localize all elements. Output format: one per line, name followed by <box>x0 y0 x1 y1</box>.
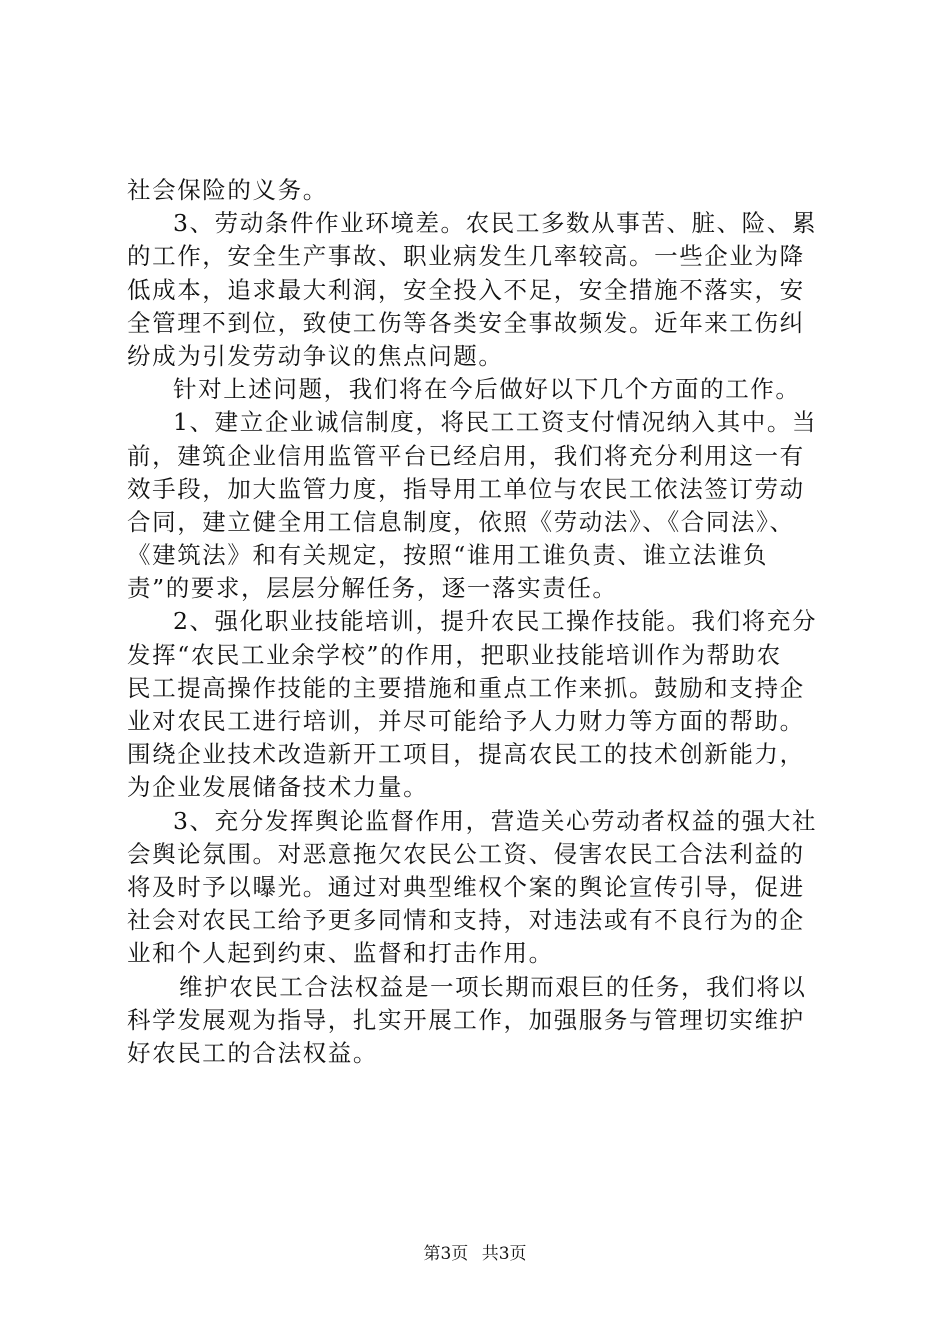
page-number: 第3页 <box>423 1244 469 1264</box>
text-line: 前，建筑企业信用监管平台已经启用，我们将充分利用这一有 <box>127 441 805 470</box>
text-line: 3、充分发挥舆论监督作用，营造关心劳动者权益的强大社 <box>173 806 818 835</box>
text-line: 发挥“农民工业余学校”的作用，把职业技能培训作为帮助农 <box>127 640 782 669</box>
document-body <box>127 174 827 1070</box>
text-line: 为企业发展储备技术力量。 <box>127 773 429 802</box>
text-line: 效手段，加大监管力度，指导用工单位与农民工依法签订劳动 <box>127 474 805 503</box>
text-line: 维护农民工合法权益是一项长期而艰巨的任务，我们将以 <box>179 972 807 1001</box>
text-line: 低成本，追求最大利润，安全投入不足，安全措施不落实，安 <box>127 275 805 304</box>
text-line: 社会保险的义务。 <box>127 176 328 204</box>
text-line: 针对上述问题，我们将在今后做好以下几个方面的工作。 <box>173 375 801 404</box>
text-line: 会舆论氛围。对恶意拖欠农民公工资、侵害农民工合法利益的 <box>127 839 805 868</box>
text-line: 将及时予以曝光。通过对典型维权个案的舆论宣传引导，促进 <box>127 872 805 901</box>
text-line: 的工作，安全生产事故、职业病发生几率较高。一些企业为降 <box>127 242 805 271</box>
text-line: 业对农民工进行培训，并尽可能给予人力财力等方面的帮助。 <box>127 707 805 735</box>
text-line: 3、劳动条件作业环境差。农民工多数从事苦、脏、险、累 <box>173 209 818 238</box>
text-line: 全管理不到位，致使工伤等各类安全事故频发。近年来工伤纠 <box>127 308 805 337</box>
text-line: 民工提高操作技能的主要措施和重点工作来抓。鼓励和支持企 <box>127 673 805 702</box>
text-line: 责”的要求，层层分解任务，逐一落实责任。 <box>127 574 618 603</box>
page-footer <box>0 1242 950 1266</box>
text-line: 1、建立企业诚信制度，将民工工资支付情况纳入其中。当 <box>173 408 818 437</box>
text-line: 合同，建立健全用工信息制度，依照《劳动法》、《合同法》、 <box>127 507 795 536</box>
text-line: 社会对农民工给予更多同情和支持，对违法或有不良行为的企 <box>127 906 805 935</box>
text-line: 围绕企业技术改造新开工项目，提高农民工的技术创新能力， <box>127 740 805 769</box>
text-line: 2、强化职业技能培训，提升农民工操作技能。我们将充分 <box>173 607 818 636</box>
text-line: 《建筑法》和有关规定，按照“谁用工谁负责、谁立法谁负 <box>127 541 769 570</box>
text-line: 业和个人起到约束、监督和打击作用。 <box>127 939 554 968</box>
text-line: 纷成为引发劳动争议的焦点问题。 <box>127 341 504 370</box>
page-total: 共3页 <box>481 1244 527 1264</box>
text-line: 科学发展观为指导，扎实开展工作，加强服务与管理切实维护 <box>127 1005 805 1034</box>
text-line: 好农民工的合法权益。 <box>127 1038 378 1067</box>
